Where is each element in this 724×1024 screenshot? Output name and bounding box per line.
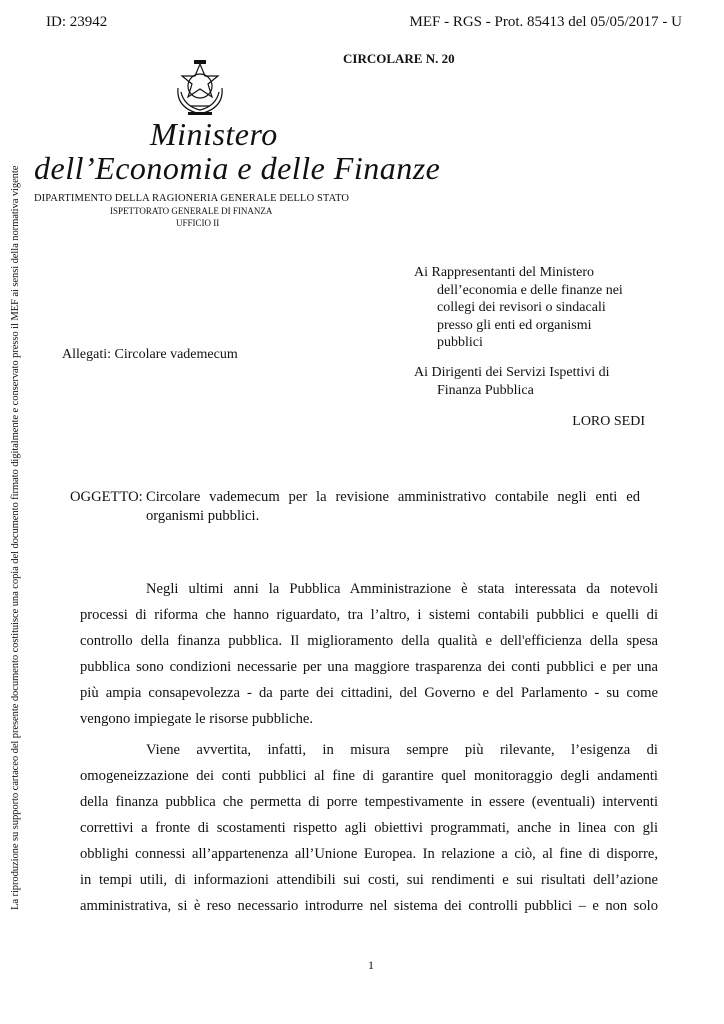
body-paragraph-1 <box>80 576 658 732</box>
recipients-group-1 <box>414 264 623 352</box>
recipient-line: Ai Dirigenti dei Servizi Ispettivi di <box>414 365 610 380</box>
recipient-line: Finanza Pubblica <box>437 382 534 398</box>
subject-label: OGGETTO: <box>70 489 143 505</box>
paragraph-line: processi di riforma che hanno riguardato, tra l’altro, i sistemi contabili pubblici e quelli di <box>80 607 658 623</box>
side-note-text: La riproduzione su supporto cartaceo del presente documento costituisce una copia del documento firmato digitalmente e conservato presso il MEF ai sensi della normativa vigente <box>10 165 21 910</box>
protocol-number: MEF - RGS - Prot. 85413 del 05/05/2017 - U <box>409 14 682 30</box>
paragraph-line: Negli ultimi anni la Pubblica Amministrazione è stata interessata da notevoli <box>146 581 658 597</box>
attachments-line: Allegati: Circolare vademecum <box>62 347 238 362</box>
page-number: 1 <box>368 958 374 972</box>
paragraph-line: vengono impiegate le risorse pubbliche. <box>80 711 314 727</box>
paragraph-line: obblighi connessi all’appartenenza all’Unione Europea. In relazione a ciò, al fine di disporre, <box>80 846 658 862</box>
paragraph-line: in tempi utili, di informazioni attendibili sui costi, sui rendimenti e sui risultati dell’azione <box>80 872 658 888</box>
inspectorate-name: ISPETTORATO GENERALE DI FINANZA <box>110 206 273 216</box>
side-note <box>8 120 24 910</box>
paragraph-line: correttivi a fronte di scostamenti rispetto agli obiettivi programmati, anche in linea con gli <box>80 820 658 836</box>
recipient-line: Ai Rappresentanti del Ministero <box>414 265 595 280</box>
paragraph-line: pubblica sono condizioni necessarie per una maggiore trasparenza dei conti pubblici e per una <box>80 659 658 675</box>
paragraph-line: controllo della finanza pubblica. Il miglioramento della qualità e dell'efficienza della spesa <box>80 633 658 649</box>
paragraph-line: più ampia consapevolezza - da parte dei cittadini, del Governo e del Parlamento - su come <box>80 685 658 701</box>
circolare-number: CIRCOLARE N. 20 <box>343 51 455 66</box>
recipient-line: presso gli enti ed organismi <box>437 317 592 333</box>
recipient-line: dell’economia e delle finanze nei <box>437 282 623 298</box>
paragraph-line: omogeneizzazione dei conti pubblici al fine di garantire quel monitoraggio degli andamenti <box>80 768 658 784</box>
paragraph-line: Viene avvertita, infatti, in misura sempre più rilevante, l’esigenza di <box>146 742 658 758</box>
paragraph-line: amministrativa, si è reso necessario introdurre nel sistema dei controlli pubblici – e non solo <box>80 898 658 914</box>
document-id: ID: 23942 <box>46 14 108 30</box>
office-name: UFFICIO II <box>176 218 220 228</box>
paragraph-line: della finanza pubblica che permetta di porre tempestivamente in essere (eventuali) interventi <box>80 794 658 810</box>
subject-line-1: Circolare vademecum per la revisione amministrativo contabile negli enti ed <box>146 489 640 505</box>
recipient-line: pubblici <box>437 335 483 350</box>
closing-loro-sedi: LORO SEDI <box>572 414 645 429</box>
recipient-line: collegi dei revisori o sindacali <box>437 300 606 315</box>
logo-line-1: Ministero <box>150 116 278 152</box>
recipients-group-2 <box>414 364 610 399</box>
logo-line-2: dell’Economia e delle Finanze <box>34 150 441 186</box>
body-paragraph-2 <box>80 737 658 919</box>
subject-line-2: organismi pubblici. <box>146 508 260 524</box>
department-name: DIPARTIMENTO DELLA RAGIONERIA GENERALE DELLO STATO <box>34 193 350 204</box>
italian-emblem-icon <box>172 58 228 118</box>
